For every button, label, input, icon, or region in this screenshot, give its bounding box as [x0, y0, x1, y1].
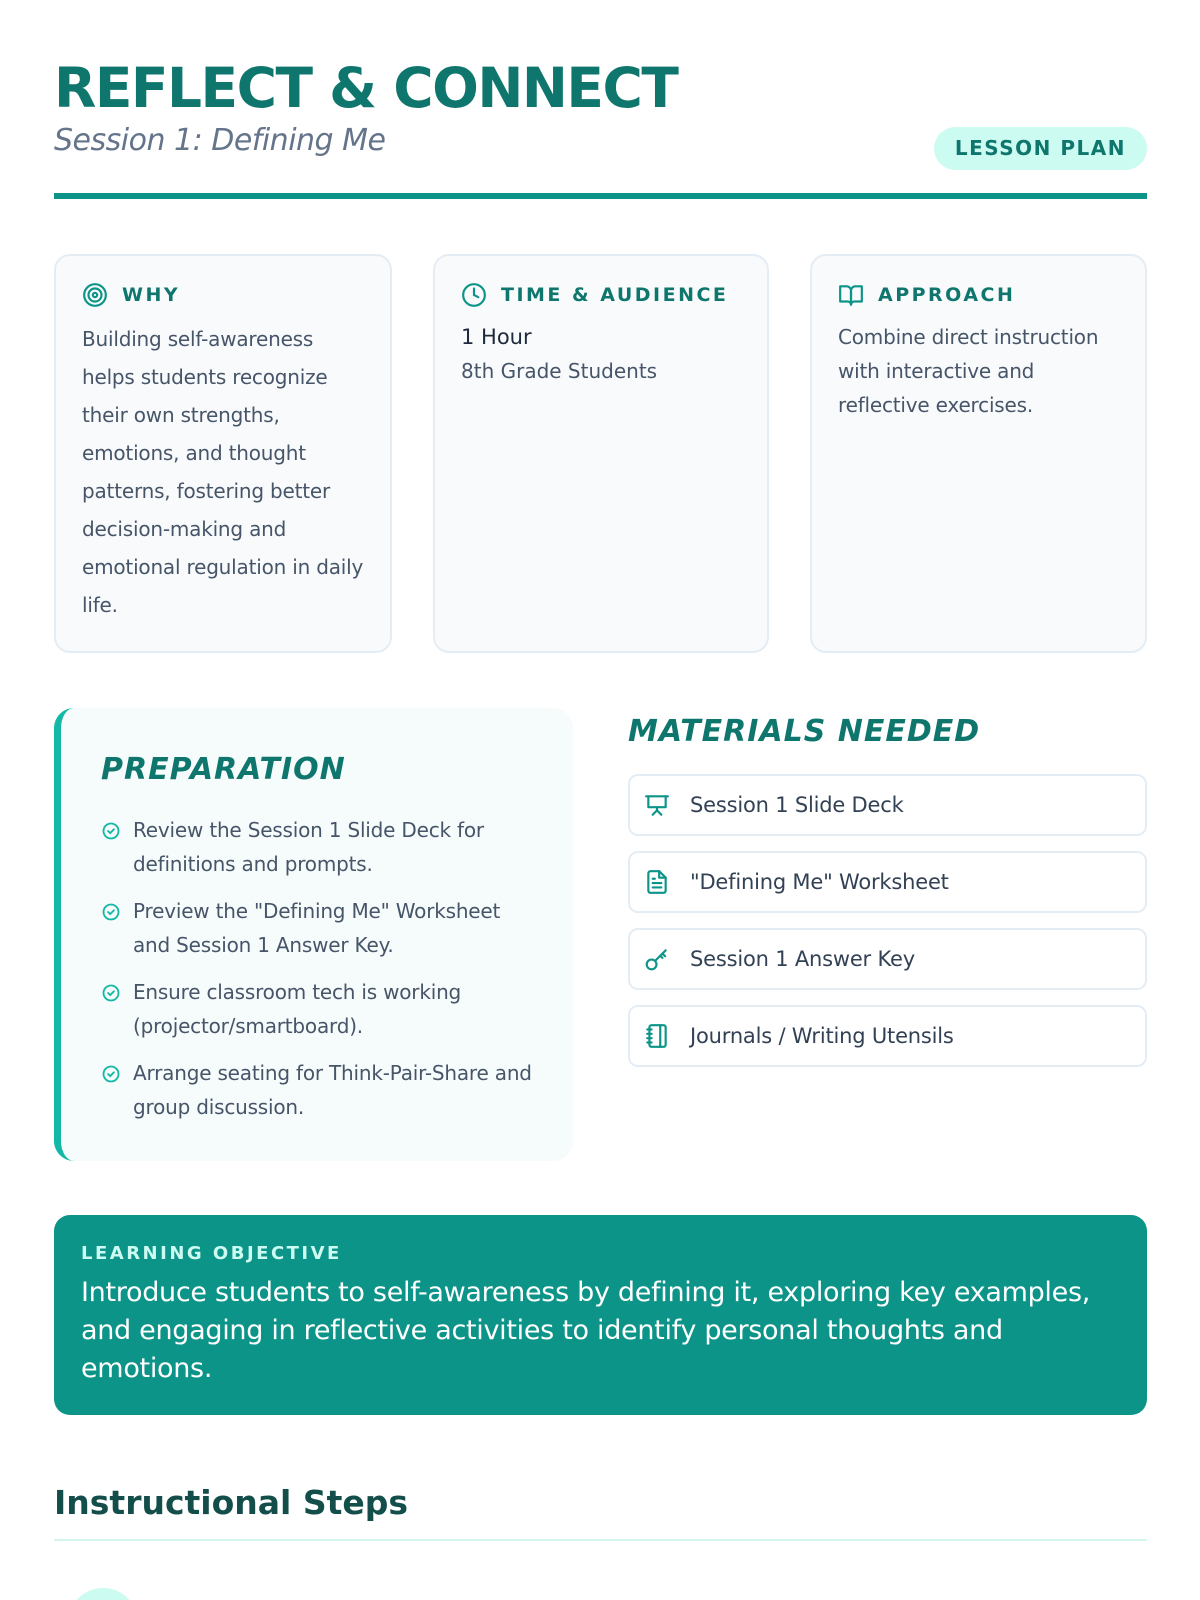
preparation-item	[101, 975, 533, 1043]
preparation-item-text: Ensure classroom tech is working (projector/smartboard).	[133, 980, 462, 1038]
approach-heading: APPROACH	[878, 284, 1016, 306]
objective-text: Introduce students to self-awareness by defining it, exploring key examples, and engaging in reflective activities to identify personal thoughts and emotions.	[81, 1277, 1090, 1384]
material-item-journals[interactable]	[628, 1005, 1147, 1067]
notebook-icon	[644, 1023, 670, 1049]
steps-divider	[54, 1539, 1147, 1541]
clock-icon	[461, 282, 487, 308]
material-label: Session 1 Answer Key	[690, 947, 915, 971]
preparation-item-text: Preview the "Defining Me" Worksheet and Session 1 Answer Key.	[133, 899, 501, 957]
preparation-item	[101, 894, 533, 962]
check-circle-icon	[101, 1064, 121, 1084]
objective-label: LEARNING OBJECTIVE	[81, 1243, 342, 1264]
time-heading: TIME & AUDIENCE	[501, 284, 729, 306]
approach-card-header	[838, 282, 1119, 308]
instructional-steps-title: Instructional Steps	[54, 1483, 409, 1522]
book-open-icon	[838, 282, 864, 308]
preparation-title: PREPARATION	[101, 752, 346, 787]
material-item-answer-key[interactable]	[628, 928, 1147, 990]
preparation-item-text: Review the Session 1 Slide Deck for definitions and prompts.	[133, 818, 484, 876]
why-text: Building self-awareness helps students recognize their own strengths, emotions, and thought patterns, fostering better decision-making and emotional regulation in daily life.	[82, 327, 364, 617]
material-label: Session 1 Slide Deck	[690, 793, 904, 817]
page-subtitle: Session 1: Defining Me	[54, 123, 386, 158]
material-item-worksheet[interactable]	[628, 851, 1147, 913]
check-circle-icon	[101, 821, 121, 841]
lesson-plan-page	[54, 0, 1147, 1600]
check-circle-icon	[101, 983, 121, 1003]
time-audience-card	[433, 254, 769, 653]
material-label: Journals / Writing Utensils	[690, 1024, 954, 1048]
target-icon	[82, 282, 108, 308]
key-icon	[644, 946, 670, 972]
material-label: "Defining Me" Worksheet	[690, 870, 949, 894]
preparation-item	[101, 1056, 533, 1124]
why-card-header	[82, 282, 364, 308]
session-audience: 8th Grade Students	[461, 359, 658, 383]
preparation-item-text: Arrange seating for Think-Pair-Share and group discussion.	[133, 1061, 532, 1119]
material-item-slide-deck[interactable]	[628, 774, 1147, 836]
document-icon	[644, 869, 670, 895]
preparation-panel	[54, 708, 573, 1161]
lesson-plan-badge: LESSON PLAN	[934, 127, 1147, 170]
check-circle-icon	[101, 902, 121, 922]
session-duration: 1 Hour	[461, 325, 532, 349]
approach-card	[810, 254, 1147, 653]
materials-title: MATERIALS NEEDED	[628, 714, 981, 749]
learning-objective-box	[54, 1215, 1147, 1415]
step-number-badge	[68, 1588, 138, 1600]
presentation-icon	[644, 792, 670, 818]
why-card	[54, 254, 392, 653]
header-divider	[54, 193, 1147, 199]
preparation-item	[101, 813, 533, 881]
page-title: REFLECT & CONNECT	[54, 56, 678, 120]
why-heading: WHY	[122, 284, 181, 306]
approach-text: Combine direct instruction with interactive and reflective exercises.	[838, 325, 1099, 417]
time-card-header	[461, 282, 741, 308]
